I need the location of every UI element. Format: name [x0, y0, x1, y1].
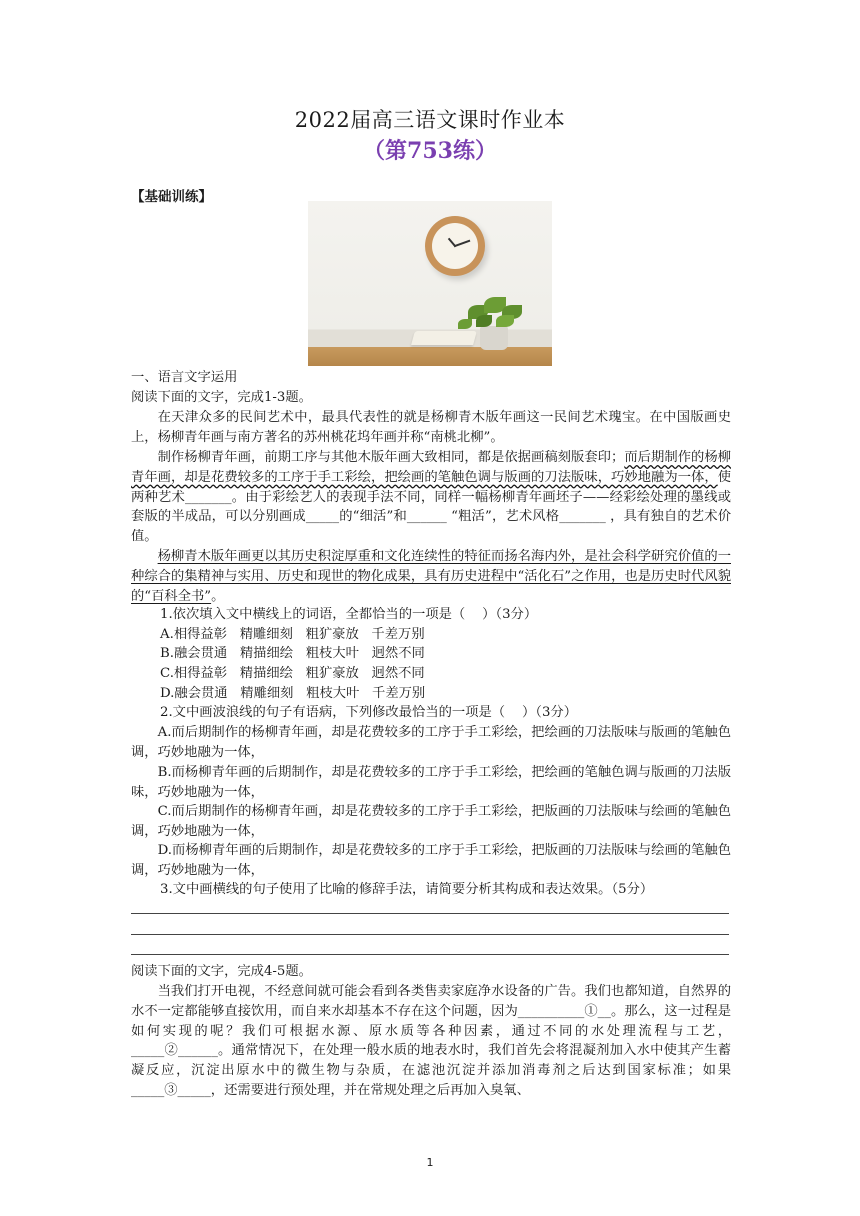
question-2-option-b: B.而杨柳青年画的后期制作，却是花费较多的工序于手工彩绘，把绘画的笔触色调与版画的刀法版味，巧妙地融为一体， [131, 765, 731, 800]
part2-paragraph-1: 当我们打开电视，不经意间就可能会看到各类售卖家庭净水设备的广告。我们也都知道，自然界的水不一定都能够直接饮用，而自来水却基本不存在这个问题，因为__________①__。那么，这一过程是如何实现的呢？我们可根据水源、原水质等各种因素，通过不同的水处理流程与工艺，_____②______。通常情况下，在处理一般水质的地表水时，我们首先会将混凝剂加入水中使其产生蓄凝反应，沉淀出原水中的微生物与杂质，在滤池沉淀并添加消毒剂之后达到国家标准；如果_____③_____，还需要进行预处理，并在常规处理之后再加入臭氧、 [131, 984, 731, 1098]
part1-instruction: 阅读下面的文字，完成1-3题。 [131, 390, 312, 405]
answer-line[interactable] [131, 913, 729, 914]
part1-paragraph-1: 在天津众多的民间艺术中，最具代表性的就是杨柳青木版年画这一民间艺术瑰宝。在中国版画史上，杨柳青年画与南方著名的苏州桃花坞年画并称“南桃北柳”。 [131, 410, 731, 445]
document-title: 2022届高三语文课时作业本 [294, 108, 566, 132]
question-2-option-d: D.而杨柳青年画的后期制作，却是花费较多的工序于手工彩绘，把版画的刀法版味与绘画的笔触色调，巧妙地融为一体， [131, 843, 731, 878]
paragraph-2-tail: 使两种艺术_______。由于彩绘艺人的表现手法不同，同样一幅杨柳青年画坯子——经彩绘处理的墨线或套版的半成品，可以分别画成_____的“细活”和______ “粗活”，艺术风格_______ ，具有独自的艺术价值。 [131, 469, 731, 545]
question-1-option-b: B.融会贯通 精描细绘 粗枝大叶 迥然不同 [160, 646, 425, 661]
paragraph-2-lead: 制作杨柳青年画，前期工序与其他木版年画大致相同，都是依据画稿刻版套印； [157, 450, 625, 465]
underlined-sentence: 杨柳青木版年画更以其历史积淀厚重和文化连续性的特征而扬名海内外，是社会科学研究价值的一种综合的集精神与实用、历史和现世的物化成果，具有历史进程中“活化石”之作用，也是历史时代风貌的“百科全书” [131, 549, 731, 604]
question-2-stem: 2.文中画波浪线的句子有语病，下列修改最恰当的一项是（ ）（3分） [160, 705, 578, 720]
clock-icon [425, 216, 485, 276]
document-subtitle: （第753练） [363, 138, 497, 164]
question-3-stem: 3.文中画横线的句子使用了比喻的修辞手法，请简要分析其构成和表达效果。（5分） [160, 882, 654, 897]
answer-line[interactable] [131, 934, 729, 935]
plant-pot-icon [480, 326, 508, 350]
question-1-stem: 1.依次填入文中横线上的词语，全都恰当的一项是（ ）（3分） [160, 607, 538, 622]
question-2-option-c: C.而后期制作的杨柳青年画，却是花费较多的工序于手工彩绘，把版画的刀法版味与绘画的笔触色调，巧妙地融为一体， [131, 804, 731, 839]
section-tag: 【基础训练】 [131, 189, 212, 205]
book-icon [411, 331, 477, 345]
page-number: 1 [426, 1156, 434, 1169]
part2-instruction: 阅读下面的文字，完成4-5题。 [131, 964, 312, 979]
question-2-option-a: A.而后期制作的杨柳青年画，却是花费较多的工序于手工彩绘，把绘画的刀法版味与版画的笔触色调，巧妙地融为一体， [131, 725, 731, 760]
part1-paragraph-2 [131, 448, 731, 547]
question-1-option-c: C.相得益彰 精描细绘 粗犷豪放 迥然不同 [160, 666, 425, 681]
part1-paragraph-3: 杨柳青木版年画更以其历史积淀厚重和文化连续性的特征而扬名海内外，是社会科学研究价值的一种综合的集精神与实用、历史和现世的物化成果，具有历史进程中“活化石”之作用，也是历史时代风貌的“百科全书”。 [131, 549, 731, 604]
wavy-underlined-sentence: 而后期制作的杨柳青年画，却是花费较多的工序于手工彩绘，把绘画的笔触色调与版画的刀法版味，巧妙地融为一体， [131, 450, 731, 485]
answer-line[interactable] [131, 954, 729, 955]
part1-heading: 一、语言文字运用 [131, 370, 238, 385]
clock-plant-photo [308, 201, 552, 366]
question-1-option-d: D.融会贯通 精雕细刻 粗枝大叶 千差万别 [160, 686, 426, 701]
question-1-option-a: A.相得益彰 精雕细刻 粗犷豪放 千差万别 [160, 627, 425, 642]
